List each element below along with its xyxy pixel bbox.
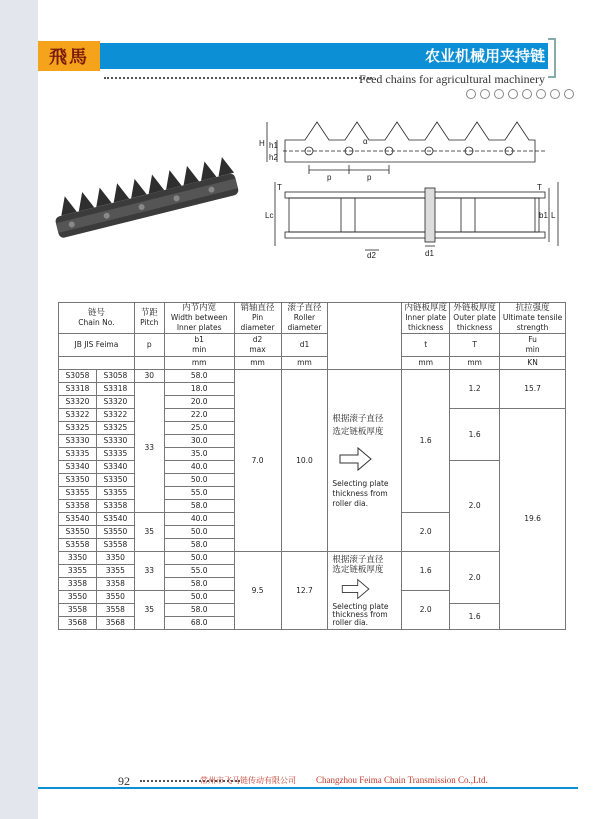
label-alpha: α	[363, 137, 368, 146]
cell-jb: S3358	[59, 500, 97, 513]
cell-b1: 58.0	[164, 500, 234, 513]
cell-outer: 1.2	[450, 370, 500, 409]
cell-jb: S3355	[59, 487, 97, 500]
cell-jb: S3340	[59, 461, 97, 474]
unit-mm: mm	[164, 357, 234, 370]
cell-jb: S3540	[59, 513, 97, 526]
sym-d2-sub: max	[249, 345, 266, 354]
cell-b1: 30.0	[164, 435, 234, 448]
cell-feima: S3355	[96, 487, 134, 500]
cell-b1: 35.0	[164, 448, 234, 461]
cell-feima: 3558	[96, 604, 134, 617]
cell-inner: 1.6	[402, 552, 450, 591]
note-cn: 根据滚子直径	[332, 413, 384, 424]
cell-tensile: 15.7	[500, 370, 566, 409]
sym-fu-sub: min	[525, 345, 540, 354]
cell-pitch: 35	[134, 591, 164, 630]
note-en: roller dia.	[332, 617, 369, 627]
label-Lc: Lc	[265, 211, 274, 220]
cell-jb: S3335	[59, 448, 97, 461]
cell-jb: 3350	[59, 552, 97, 565]
company-name-en: Changzhou Feima Chain Transmission Co.,Ltd.	[316, 775, 488, 785]
unit-mm: mm	[402, 357, 450, 370]
chain-technical-drawing	[245, 110, 565, 260]
label-p1: p	[327, 173, 332, 182]
unit-mm: mm	[281, 357, 328, 370]
selection-note-b	[328, 552, 402, 630]
label-H: H	[259, 139, 265, 148]
cell-jb: S3322	[59, 409, 97, 422]
cell-roller: 10.0	[281, 370, 328, 552]
hdr-width-cn: 内节内宽	[182, 303, 217, 313]
cell-b1: 58.0	[164, 370, 234, 383]
cell-feima: S3320	[96, 396, 134, 409]
cell-roller: 12.7	[281, 552, 328, 630]
cell-jb: 3355	[59, 565, 97, 578]
cell-feima: S3340	[96, 461, 134, 474]
hdr-roller-cn: 滚子直径	[287, 303, 322, 313]
cell-feima: 3568	[96, 617, 134, 630]
selection-note-a	[328, 370, 402, 552]
chain-photo	[48, 155, 243, 245]
cell-inner: 1.6	[402, 370, 450, 513]
dotted-rule	[104, 77, 372, 79]
sym-t: t	[402, 334, 450, 357]
cell-jb: S3350	[59, 474, 97, 487]
cell-b1: 55.0	[164, 487, 234, 500]
cell-jb: S3558	[59, 539, 97, 552]
sym-std: JB JIS Feima	[59, 334, 135, 357]
cell-jb: S3325	[59, 422, 97, 435]
unit-mm: mm	[450, 357, 500, 370]
cell-pin: 9.5	[234, 552, 281, 630]
cell-b1: 58.0	[164, 539, 234, 552]
sym-b1-sub: min	[192, 345, 207, 354]
page-title: 农业机械用夹持链	[424, 47, 545, 65]
cell-feima: S3550	[96, 526, 134, 539]
cell-b1: 50.0	[164, 474, 234, 487]
left-margin-strip	[0, 0, 38, 819]
hdr-pin-cn: 销轴直径	[240, 303, 275, 313]
cell-b1: 18.0	[164, 383, 234, 396]
cell-feima: S3358	[96, 500, 134, 513]
cell-inner: 2.0	[402, 513, 450, 552]
cell-outer: 1.6	[450, 409, 500, 461]
hdr-width-en: Width between Inner plates	[170, 313, 228, 332]
cell-b1: 58.0	[164, 604, 234, 617]
cell-b1: 55.0	[164, 565, 234, 578]
cell-tensile: 19.6	[500, 409, 566, 630]
cell-jb: S3058	[59, 370, 97, 383]
cell-b1: 22.0	[164, 409, 234, 422]
note-cn: 根据滚子直径	[332, 554, 384, 565]
label-h1: h1	[269, 141, 278, 150]
sym-p: p	[134, 334, 164, 357]
cell-pitch: 33	[134, 552, 164, 591]
cell-feima: S3330	[96, 435, 134, 448]
table-row	[59, 370, 566, 383]
cell-feima: S3350	[96, 474, 134, 487]
label-p2: p	[367, 173, 372, 182]
cell-feima: 3550	[96, 591, 134, 604]
cell-b1: 20.0	[164, 396, 234, 409]
cell-jb: S3330	[59, 435, 97, 448]
cell-feima: 3350	[96, 552, 134, 565]
cell-feima: S3325	[96, 422, 134, 435]
cell-pitch: 33	[134, 383, 164, 513]
cell-inner: 2.0	[402, 591, 450, 630]
hdr-tensile-en: Ultimate tensile strength	[502, 313, 563, 332]
cell-pitch: 35	[134, 513, 164, 552]
hdr-inner-cn: 内链板厚度	[404, 303, 447, 313]
cell-b1: 58.0	[164, 578, 234, 591]
note-en: Selecting plate	[332, 601, 389, 611]
cell-b1: 68.0	[164, 617, 234, 630]
hdr-outer-en: Outer plate thickness	[453, 313, 496, 332]
cell-b1: 40.0	[164, 461, 234, 474]
note-en: thickness from	[332, 609, 388, 619]
cell-outer: 2.0	[450, 552, 500, 604]
label-b1: b1	[539, 211, 548, 220]
note-en: Selecting plate	[332, 478, 389, 488]
sym-fu: Fu	[528, 335, 537, 344]
note-cn: 选定链板厚度	[332, 564, 384, 575]
note-en: thickness from	[332, 488, 388, 498]
arrow-right-icon	[338, 577, 374, 601]
cell-feima: S3322	[96, 409, 134, 422]
spec-table	[58, 302, 566, 630]
cell-feima: S3058	[96, 370, 134, 383]
label-d2: d2	[367, 251, 376, 260]
sym-d2: d2	[252, 335, 263, 344]
cell-b1: 50.0	[164, 591, 234, 604]
sym-d1: d1	[281, 334, 328, 357]
company-name-cn: 常州市飞马链传动有限公司	[200, 776, 296, 785]
cell-b1: 50.0	[164, 552, 234, 565]
hdr-pitch-cn: 节距	[140, 308, 158, 318]
hdr-chain-no-en: Chain No.	[78, 318, 115, 327]
cell-feima: S3558	[96, 539, 134, 552]
unit-kn: KN	[500, 357, 566, 370]
cell-feima: 3358	[96, 578, 134, 591]
note-cn: 选定链板厚度	[332, 426, 384, 437]
note-en: roller dia.	[332, 498, 369, 508]
hdr-outer-cn: 外链板厚度	[453, 303, 496, 313]
sym-T: T	[450, 334, 500, 357]
hdr-inner-en: Inner plate thickness	[405, 313, 447, 332]
brand-logo: 飛馬	[38, 41, 100, 71]
hdr-pin-en: Pin diameter	[240, 313, 275, 332]
cell-jb: 3568	[59, 617, 97, 630]
cell-jb: S3318	[59, 383, 97, 396]
cell-b1: 50.0	[164, 526, 234, 539]
cell-feima: 3355	[96, 565, 134, 578]
cell-jb: S3320	[59, 396, 97, 409]
page-subtitle: Feed chains for agricultural machinery	[359, 72, 545, 86]
hdr-pitch-en: Pitch	[140, 318, 159, 327]
label-h2: h2	[269, 153, 278, 162]
hdr-roller-en: Roller diameter	[287, 313, 322, 332]
label-L: L	[551, 211, 556, 220]
cell-feima: S3318	[96, 383, 134, 396]
header-bracket	[548, 38, 556, 78]
cell-jb: 3558	[59, 604, 97, 617]
cell-pitch: 30	[134, 370, 164, 383]
unit-mm: mm	[234, 357, 281, 370]
cell-jb: 3358	[59, 578, 97, 591]
hdr-tensile-cn: 抗拉强度	[515, 303, 550, 313]
cell-feima: S3540	[96, 513, 134, 526]
decorative-circles	[466, 89, 574, 99]
cell-b1: 40.0	[164, 513, 234, 526]
cell-pin: 7.0	[234, 370, 281, 552]
label-d1: d1	[425, 249, 434, 258]
cell-feima: S3335	[96, 448, 134, 461]
cell-jb: S3550	[59, 526, 97, 539]
arrow-right-icon	[338, 445, 374, 473]
label-T1: T	[277, 183, 282, 192]
cell-b1: 25.0	[164, 422, 234, 435]
hdr-chain-no-cn: 链号	[87, 308, 105, 318]
label-T2: T	[537, 183, 542, 192]
table-row	[59, 552, 566, 565]
page-number: 92	[118, 774, 130, 788]
sym-b1: b1	[194, 335, 204, 344]
cell-outer: 2.0	[450, 461, 500, 552]
cell-outer: 1.6	[450, 604, 500, 630]
cell-jb: 3550	[59, 591, 97, 604]
